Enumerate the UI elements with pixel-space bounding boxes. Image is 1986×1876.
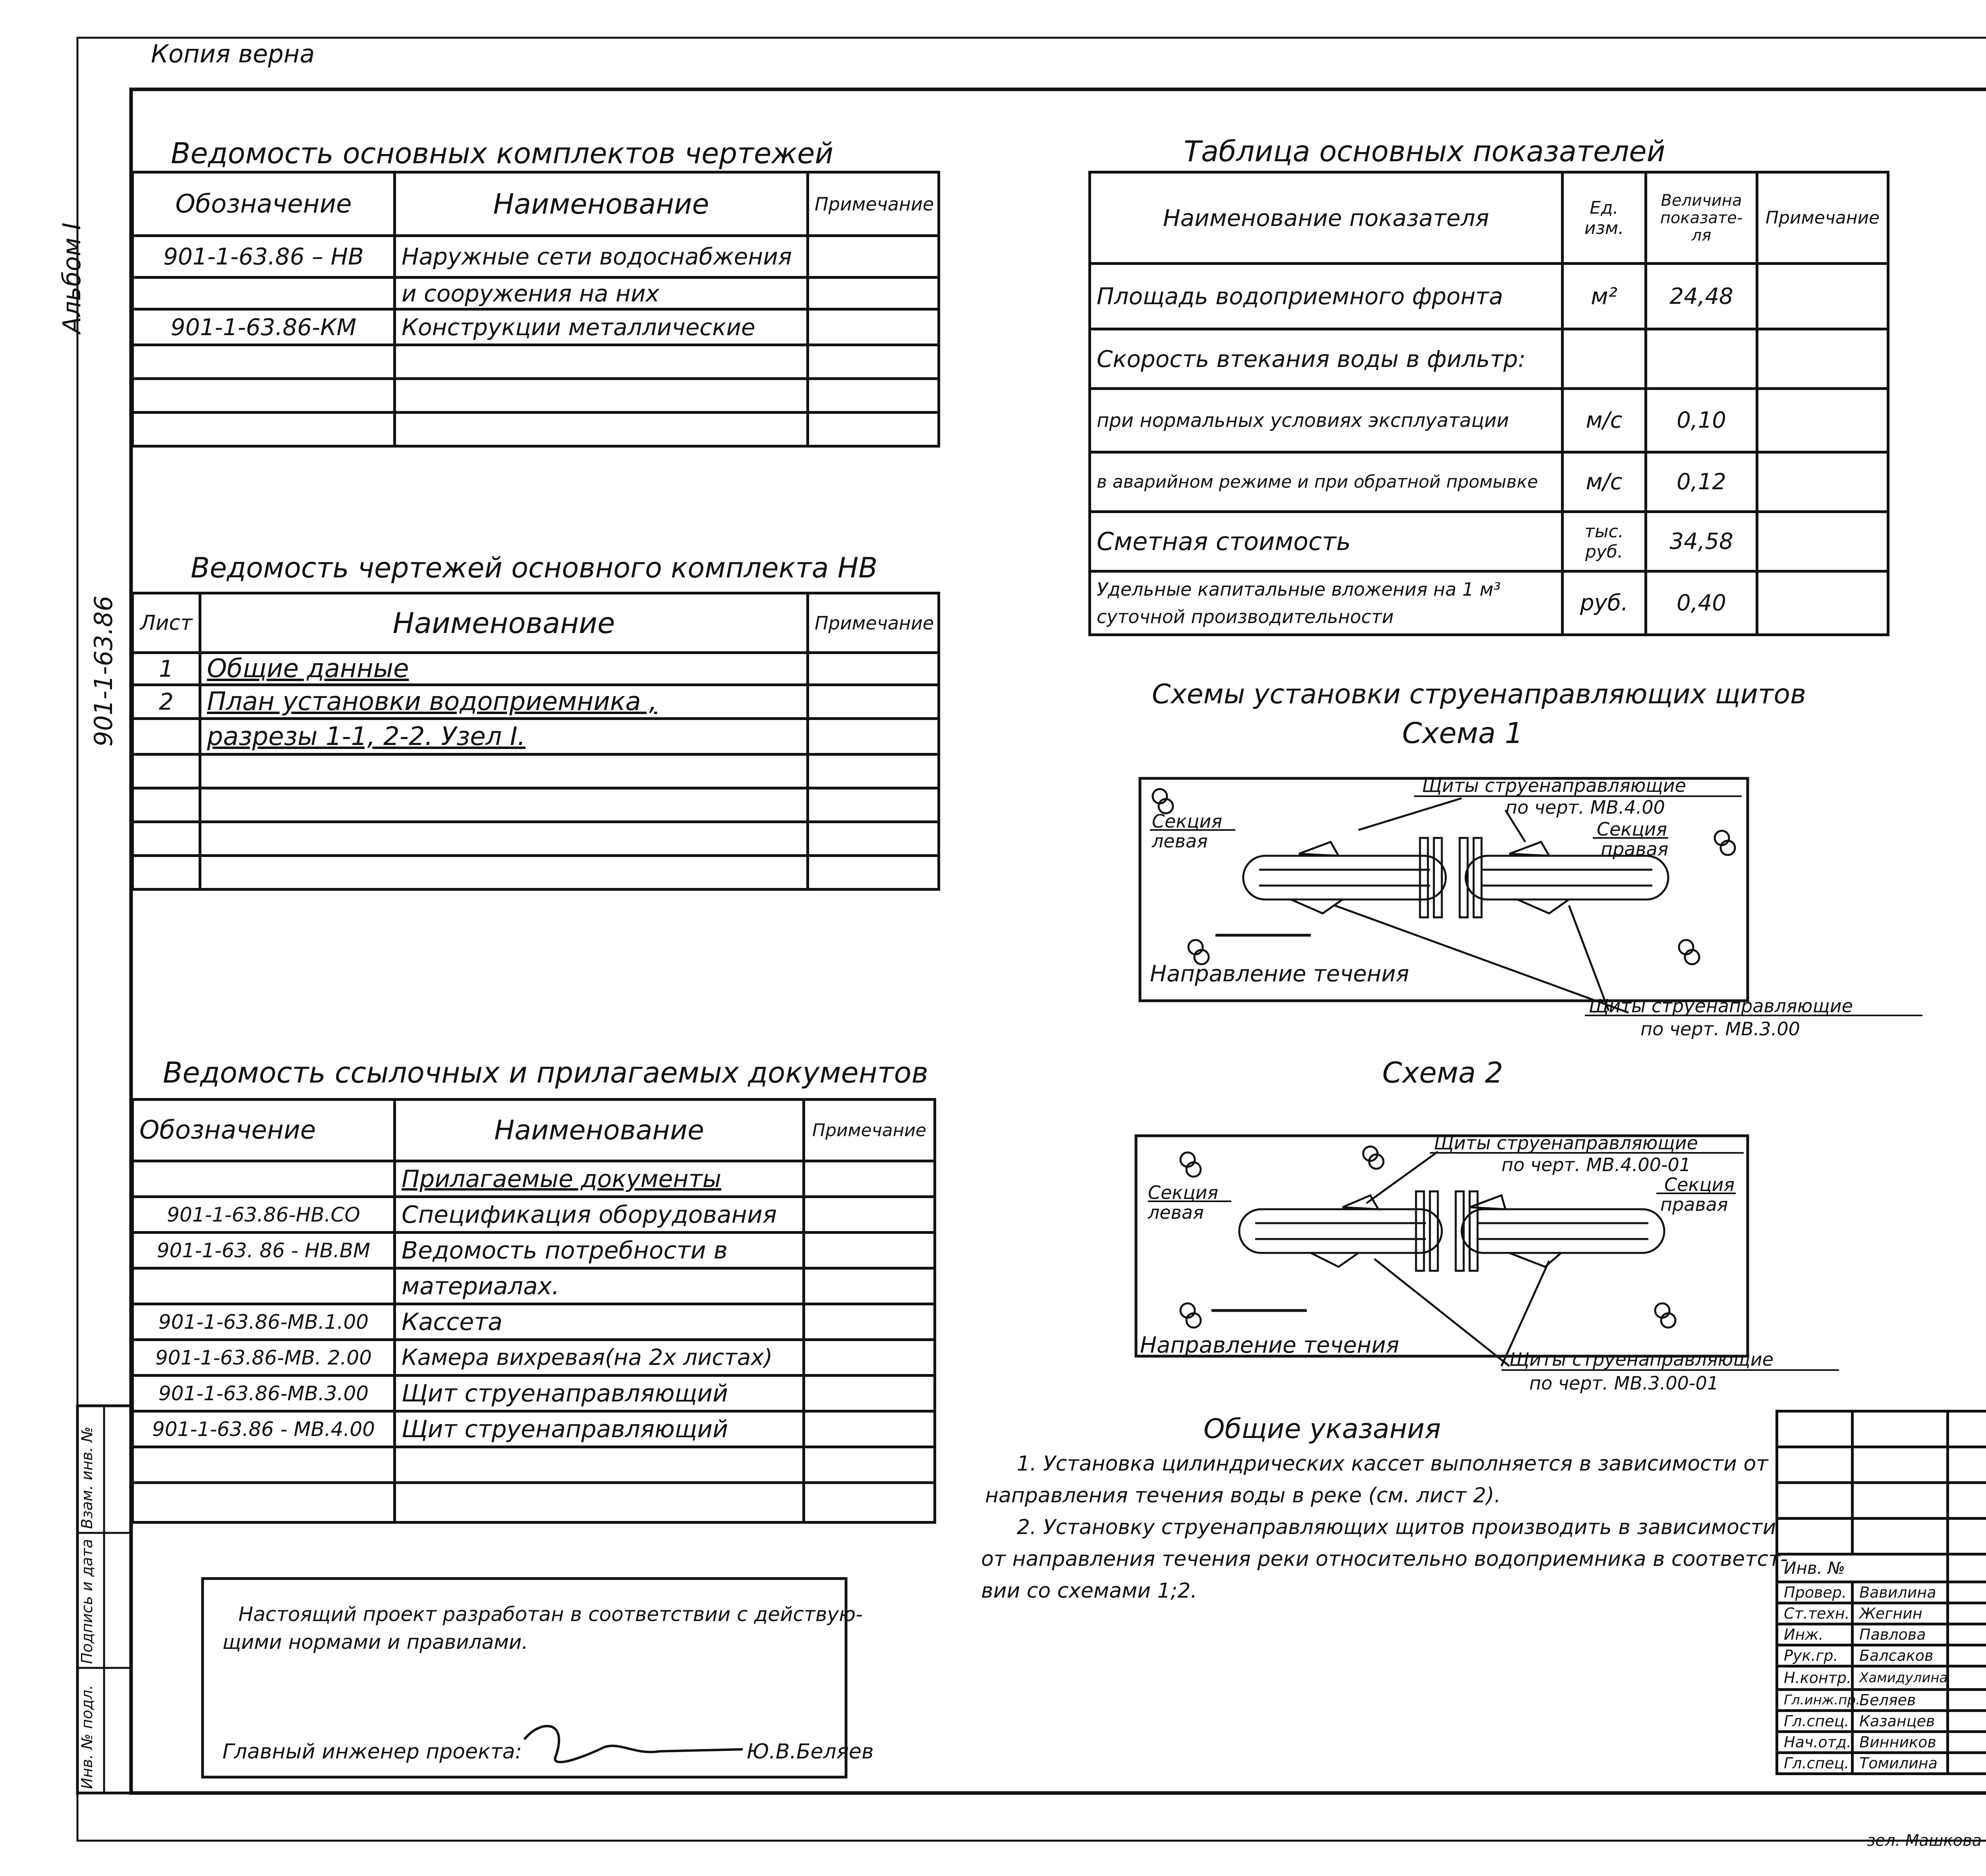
table-cell — [804, 1411, 935, 1447]
table-cell: Скорость втекания воды в фильтр: — [1090, 329, 1563, 389]
table-cell: в аварийном режиме и при обратной промывке — [1090, 452, 1563, 512]
table-cell: Щит струенаправляющий — [395, 1376, 804, 1411]
person-name: Казанцев — [1853, 1710, 1948, 1731]
person-role: Инж. — [1777, 1624, 1853, 1645]
scheme-2-left-section-1: Секция — [1148, 1182, 1219, 1203]
header-designation: Обозначение — [133, 1100, 395, 1161]
scheme-2-top-label-1: Щиты струенаправляющие — [1434, 1132, 1698, 1154]
person-role: Гл.инж.пр. — [1777, 1689, 1853, 1710]
scheme-2-left-section-2: левая — [1148, 1202, 1204, 1223]
general-notes-title: Общие указания — [1204, 1413, 1441, 1445]
table-cell: разрезы 1-1, 2-2. Узел I. — [200, 719, 808, 755]
person-role: Провер. — [1777, 1582, 1853, 1603]
table-cell: План установки водоприемника , — [200, 685, 808, 719]
compliance-line: Настоящий проект разработан в соответствии с действую- — [238, 1603, 863, 1626]
header-name: Наименование — [395, 172, 808, 236]
table-cell: 34,58 — [1646, 512, 1757, 571]
main-sets-table — [131, 171, 940, 448]
bottom-note-left: зел. Машкова — [1867, 1832, 1982, 1850]
table-cell — [1757, 264, 1888, 329]
table-cell: м/с — [1563, 389, 1646, 452]
header-note: Примечание — [1757, 172, 1888, 264]
table-cell: 901-1-63.86-КМ — [133, 309, 395, 345]
scheme-2-flow: Направление течения — [1140, 1332, 1399, 1358]
table-cell: 24,48 — [1646, 264, 1757, 329]
table-cell: Кассета — [395, 1304, 804, 1340]
header-note: Примечание — [808, 172, 939, 236]
nv-set-table — [131, 592, 940, 891]
scheme-2-top-label-2: по черт. МВ.4.00-01 — [1501, 1154, 1691, 1175]
table-cell: Щит струенаправляющий — [395, 1411, 804, 1447]
header-indicator: Наименование показателя — [1090, 172, 1563, 264]
table-cell: 901-1-63. 86 - НВ.ВМ — [133, 1233, 395, 1268]
table-cell: м² — [1563, 264, 1646, 329]
scheme-1-bottom-label-1: Щиты струенаправляющие — [1589, 995, 1853, 1017]
album-code: 901-1-63.86 — [89, 595, 118, 747]
table-cell — [1757, 512, 1888, 571]
scheme-2-right-section-2: правая — [1660, 1194, 1728, 1215]
table-cell — [808, 309, 939, 345]
table-cell — [808, 278, 939, 309]
table-cell: материалах. — [395, 1268, 804, 1304]
table-cell — [804, 1340, 935, 1376]
person-name: Хамидулина — [1853, 1666, 1948, 1690]
table-cell: 901-1-63.86-МВ. 2.00 — [133, 1340, 395, 1376]
general-notes-line: 1. Установка цилиндрических кассет выполняется в зависимости от — [1017, 1452, 1768, 1476]
person-name: Жегнин — [1853, 1603, 1948, 1624]
table-cell — [804, 1233, 935, 1268]
person-role: Гл.спец. — [1777, 1752, 1853, 1774]
table-cell — [808, 719, 939, 755]
table-cell: 2 — [133, 685, 200, 719]
table-cell — [804, 1304, 935, 1340]
table-cell: и сооружения на них — [395, 278, 808, 309]
table-cell — [1757, 452, 1888, 512]
person-role: Н.контр. — [1777, 1666, 1853, 1690]
schemes-title: Схемы установки струенаправляющих щитов — [1152, 679, 1806, 710]
scheme-1-top-label-1: Щиты струенаправляющие — [1422, 775, 1686, 796]
table-cell — [804, 1161, 935, 1197]
scheme-1-left-section-1: Секция — [1152, 811, 1223, 832]
table-cell — [804, 1376, 935, 1411]
table-cell: тыс. руб. — [1563, 512, 1646, 571]
table-cell: 901-1-63.86 – НВ — [133, 236, 395, 278]
table-cell: Общие данные — [200, 653, 808, 685]
table-cell: 1 — [133, 653, 200, 685]
ref-docs-table — [131, 1098, 936, 1524]
person-name: Вавилина — [1853, 1582, 1948, 1603]
header-note: Примечание — [808, 593, 939, 653]
table-cell — [1757, 329, 1888, 389]
table-cell: 0,40 — [1646, 571, 1757, 635]
scheme-2-title: Схема 2 — [1382, 1056, 1503, 1089]
engineer-label: Главный инженер проекта: — [222, 1740, 522, 1764]
header-sheet: Лист — [133, 593, 200, 653]
inv-orig-label: Инв. № подл. — [78, 1685, 96, 1789]
general-notes-line: от направления течения реки относительно водоприемника в соответст- — [981, 1547, 1788, 1571]
person-name: Беляев — [1853, 1689, 1948, 1710]
table-cell — [808, 236, 939, 278]
scheme-1-top-label-2: по черт. МВ.4.00 — [1505, 797, 1665, 818]
table-cell: 901-1-63.86-МВ.3.00 — [133, 1376, 395, 1411]
table-cell — [1646, 329, 1757, 389]
table-cell: 901-1-63.86-НВ.СО — [133, 1197, 395, 1233]
header-name: Наименование — [395, 1100, 804, 1161]
table-cell — [804, 1268, 935, 1304]
table-cell — [808, 653, 939, 685]
general-notes-line: 2. Установку струенаправляющих щитов производить в зависимости — [1017, 1515, 1776, 1539]
engineer-name: Ю.В.Беляев — [747, 1740, 874, 1764]
table-cell: при нормальных условиях эксплуатации — [1090, 389, 1563, 452]
indicators-table — [1088, 171, 1889, 636]
title-block-upper — [1775, 1410, 1986, 1583]
compliance-line: щими нормами и правилами. — [222, 1631, 528, 1654]
scheme-2-bottom-label-1: Щиты струенаправляющие — [1509, 1349, 1773, 1370]
scheme-2-right-section-1: Секция — [1664, 1174, 1735, 1195]
scheme-1-right-section-1: Секция — [1597, 818, 1667, 840]
header-note: Примечание — [804, 1100, 935, 1161]
header-designation: Обозначение — [133, 172, 395, 236]
table-cell — [133, 1268, 395, 1304]
person-role: Ст.техн. — [1777, 1603, 1853, 1624]
table-cell: Ведомость потребности в — [395, 1233, 804, 1268]
table-cell: Конструкции металлические — [395, 309, 808, 345]
scheme-1-title: Схема 1 — [1402, 716, 1523, 750]
table-cell: Сметная стоимость — [1090, 512, 1563, 571]
table-cell — [1757, 389, 1888, 452]
sign-date-label: Подпись и дата — [78, 1539, 96, 1664]
copy-note: Копия верна — [151, 39, 315, 68]
scheme-1-left-section-2: левая — [1152, 830, 1208, 852]
header-name: Наименование — [200, 593, 808, 653]
person-name: Балсаков — [1853, 1645, 1948, 1666]
scheme-1-flow: Направление течения — [1150, 961, 1409, 987]
table-cell — [1757, 571, 1888, 635]
ref-docs-title: Ведомость ссылочных и прилагаемых документов — [163, 1056, 929, 1089]
person-name: Винников — [1853, 1731, 1948, 1752]
scheme-1-right-section-2: правая — [1601, 838, 1669, 860]
table-cell — [808, 685, 939, 719]
table-cell: м/с — [1563, 452, 1646, 512]
main-sets-title: Ведомость основных комплектов чертежей — [171, 137, 834, 170]
person-role: Нач.отд. — [1777, 1731, 1853, 1752]
title-block-lower — [1775, 1581, 1986, 1775]
header-unit: Ед. изм. — [1563, 172, 1646, 264]
person-name: Павлова — [1853, 1624, 1948, 1645]
table-cell: 0,10 — [1646, 389, 1757, 452]
nv-set-title: Ведомость чертежей основного комплекта НВ — [191, 552, 878, 584]
table-cell — [133, 278, 395, 309]
scheme-1-bottom-label-2: по черт. МВ.3.00 — [1640, 1018, 1800, 1040]
table-cell: Спецификация оборудования — [395, 1197, 804, 1233]
general-notes-line: направления течения воды в реке (см. лист 2). — [985, 1484, 1501, 1507]
person-name: Томилина — [1853, 1752, 1948, 1774]
table-cell: 901-1-63.86-МВ.1.00 — [133, 1304, 395, 1340]
person-role: Рук.гр. — [1777, 1645, 1853, 1666]
engineer-signature — [524, 1726, 743, 1762]
replace-inv-label: Взам. инв. № — [78, 1426, 96, 1529]
table-cell: 0,12 — [1646, 452, 1757, 512]
album-label: Альбом I — [57, 222, 86, 334]
table-cell: Удельные капитальные вложения на 1 м³ суточной производительности — [1090, 571, 1563, 635]
table-cell: Площадь водоприемного фронта — [1090, 264, 1563, 329]
table-cell: Прилагаемые документы — [395, 1161, 804, 1197]
header-value: Величина показате- ля — [1646, 172, 1757, 264]
inv-label: Инв. № — [1777, 1554, 1948, 1582]
person-role: Гл.спец. — [1777, 1710, 1853, 1731]
general-notes-line: вии со схемами 1;2. — [981, 1579, 1197, 1603]
table-cell: Наружные сети водоснабжения — [395, 236, 808, 278]
table-cell — [804, 1197, 935, 1233]
table-cell — [1563, 329, 1646, 389]
table-cell: Камера вихревая(на 2х листах) — [395, 1340, 804, 1376]
table-cell — [133, 719, 200, 755]
table-cell — [133, 1161, 395, 1197]
table-cell: руб. — [1563, 571, 1646, 635]
indicators-title: Таблица основных показателей — [1184, 135, 1665, 168]
scheme-2-bottom-label-2: по черт. МВ.3.00-01 — [1529, 1372, 1719, 1394]
table-cell: 901-1-63.86 - МВ.4.00 — [133, 1411, 395, 1447]
